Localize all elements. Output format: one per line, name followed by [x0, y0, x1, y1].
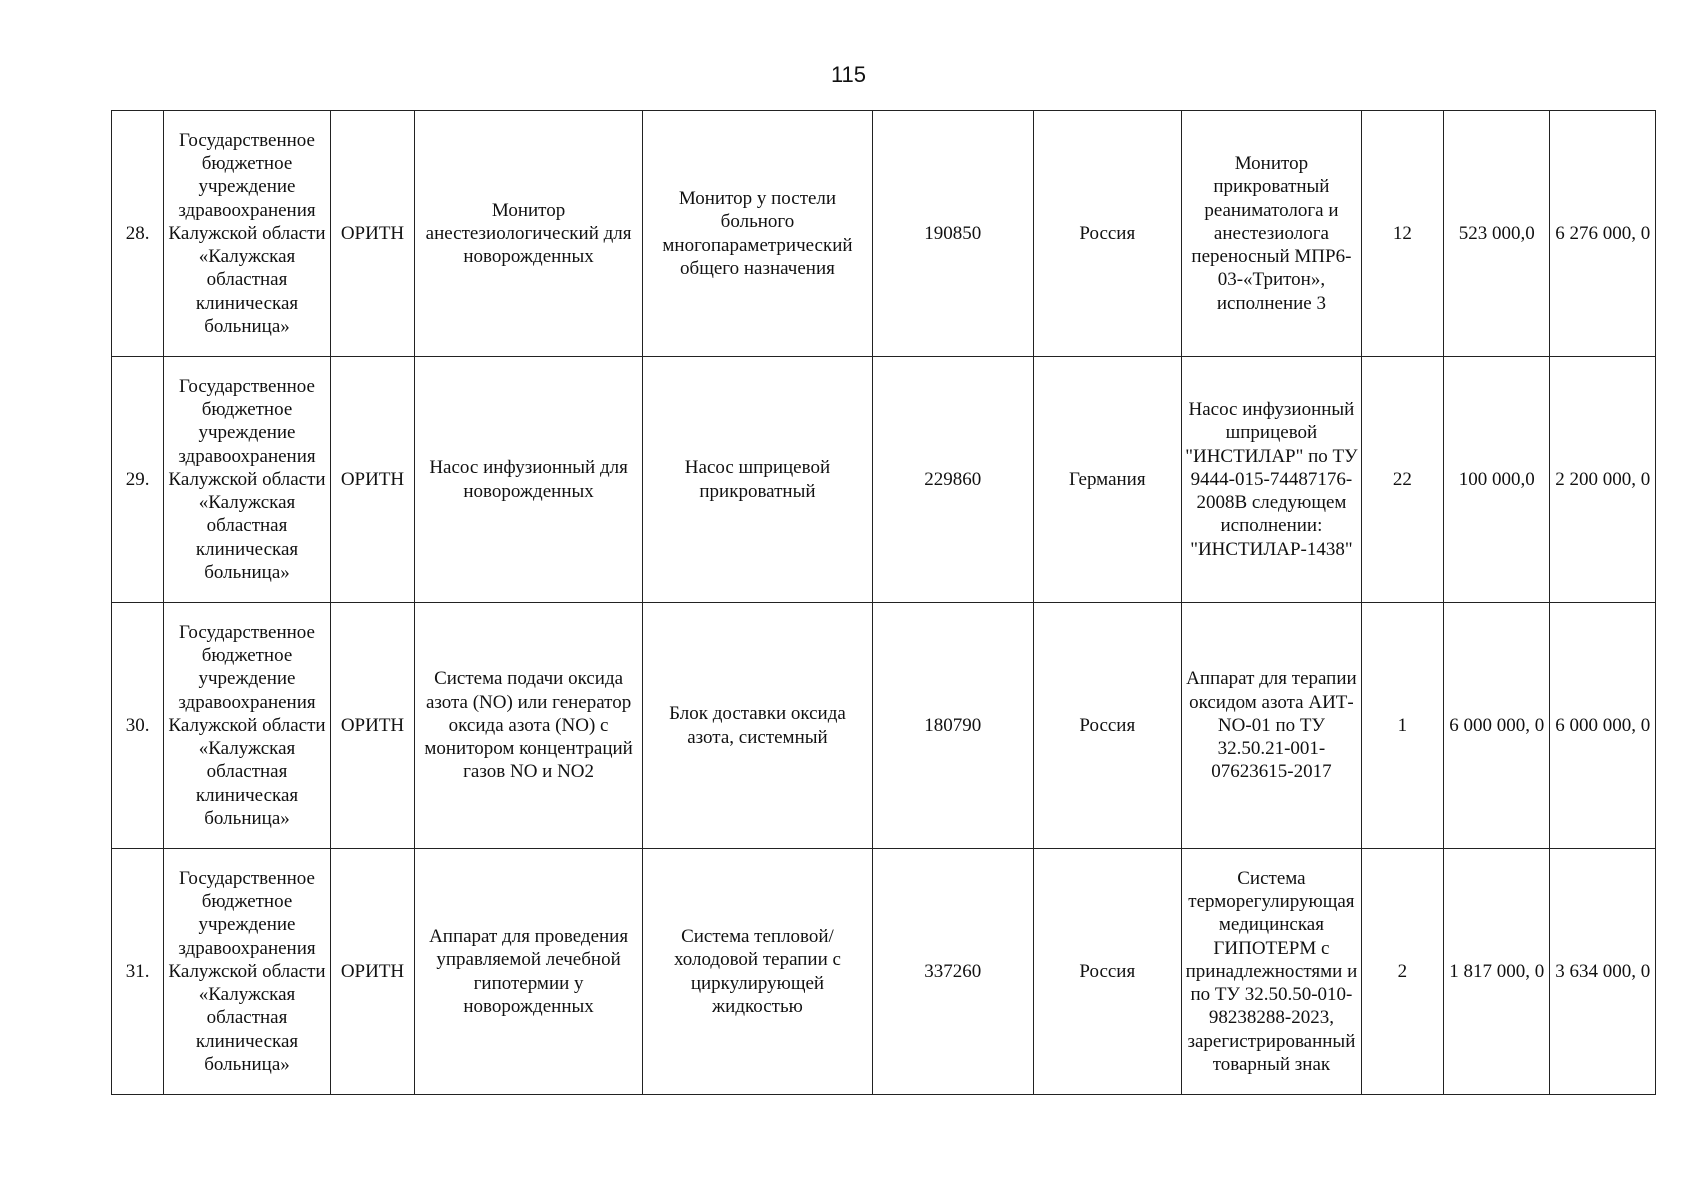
nomenclature-name-cell: Блок доставки оксида азота, системный: [643, 603, 873, 849]
total-cell: 6 000 000, 0: [1550, 603, 1656, 849]
institution-cell: Государственное бюджетное учреждение здравоохранения Калужской области «Калужская областная клиническая больница»: [164, 111, 331, 357]
unit-price-cell: 1 817 000, 0: [1444, 849, 1550, 1095]
unit-price-cell: 100 000,0: [1444, 357, 1550, 603]
institution-cell: Государственное бюджетное учреждение здравоохранения Калужской области «Калужская областная клиническая больница»: [164, 849, 331, 1095]
total-cell: 2 200 000, 0: [1550, 357, 1656, 603]
total-cell: 3 634 000, 0: [1550, 849, 1656, 1095]
institution-cell: Государственное бюджетное учреждение здравоохранения Калужской области «Калужская областная клиническая больница»: [164, 357, 331, 603]
model-cell: Система терморегулирующая медицинская ГИПОТЕРМ с принадлежностями и по ТУ 32.50.50-010-98238288-2023, зарегистрированный товарный знак: [1182, 849, 1362, 1095]
equipment-name-cell: Насос инфузионный для новорожденных: [415, 357, 643, 603]
model-cell: Аппарат для терапии оксидом азота АИТ-NO-01 по ТУ 32.50.21-001-07623615-2017: [1182, 603, 1362, 849]
code-cell: 229860: [872, 357, 1033, 603]
country-cell: Россия: [1033, 111, 1182, 357]
code-cell: 180790: [872, 603, 1033, 849]
row-number-cell: 28.: [112, 111, 164, 357]
nomenclature-name-cell: Насос шприцевой прикроватный: [643, 357, 873, 603]
quantity-cell: 22: [1361, 357, 1443, 603]
row-number-cell: 31.: [112, 849, 164, 1095]
equipment-table: [111, 110, 1656, 1095]
table-row: [112, 357, 1656, 603]
row-number-cell: 30.: [112, 603, 164, 849]
row-number-cell: 29.: [112, 357, 164, 603]
quantity-cell: 2: [1361, 849, 1443, 1095]
code-cell: 337260: [872, 849, 1033, 1095]
quantity-cell: 12: [1361, 111, 1443, 357]
unit-price-cell: 6 000 000, 0: [1444, 603, 1550, 849]
country-cell: Германия: [1033, 357, 1182, 603]
page-number: 115: [830, 62, 867, 87]
model-cell: Монитор прикроватный реаниматолога и анестезиолога переносный МПР6-03-«Тритон», исполнение 3: [1182, 111, 1362, 357]
quantity-cell: 1: [1361, 603, 1443, 849]
institution-cell: Государственное бюджетное учреждение здравоохранения Калужской области «Калужская областная клиническая больница»: [164, 603, 331, 849]
model-cell: Насос инфузионный шприцевой "ИНСТИЛАР" по ТУ 9444-015-74487176-2008В следующем исполнении: "ИНСТИЛАР-1438": [1182, 357, 1362, 603]
unit-price-cell: 523 000,0: [1444, 111, 1550, 357]
equipment-name-cell: Система подачи оксида азота (NO) или генератор оксида азота (NO) с монитором концентраций газов NO и NO2: [415, 603, 643, 849]
department-cell: ОРИТН: [330, 603, 414, 849]
department-cell: ОРИТН: [330, 357, 414, 603]
country-cell: Россия: [1033, 603, 1182, 849]
code-cell: 190850: [872, 111, 1033, 357]
equipment-name-cell: Монитор анестезиологический для новорожденных: [415, 111, 643, 357]
nomenclature-name-cell: Система тепловой/холодовой терапии с циркулирующей жидкостью: [643, 849, 873, 1095]
department-cell: ОРИТН: [330, 111, 414, 357]
equipment-name-cell: Аппарат для проведения управляемой лечебной гипотермии у новорожденных: [415, 849, 643, 1095]
table-row: [112, 111, 1656, 357]
table-row: [112, 603, 1656, 849]
total-cell: 6 276 000, 0: [1550, 111, 1656, 357]
nomenclature-name-cell: Монитор у постели больного многопараметрический общего назначения: [643, 111, 873, 357]
department-cell: ОРИТН: [330, 849, 414, 1095]
table-row: [112, 849, 1656, 1095]
country-cell: Россия: [1033, 849, 1182, 1095]
